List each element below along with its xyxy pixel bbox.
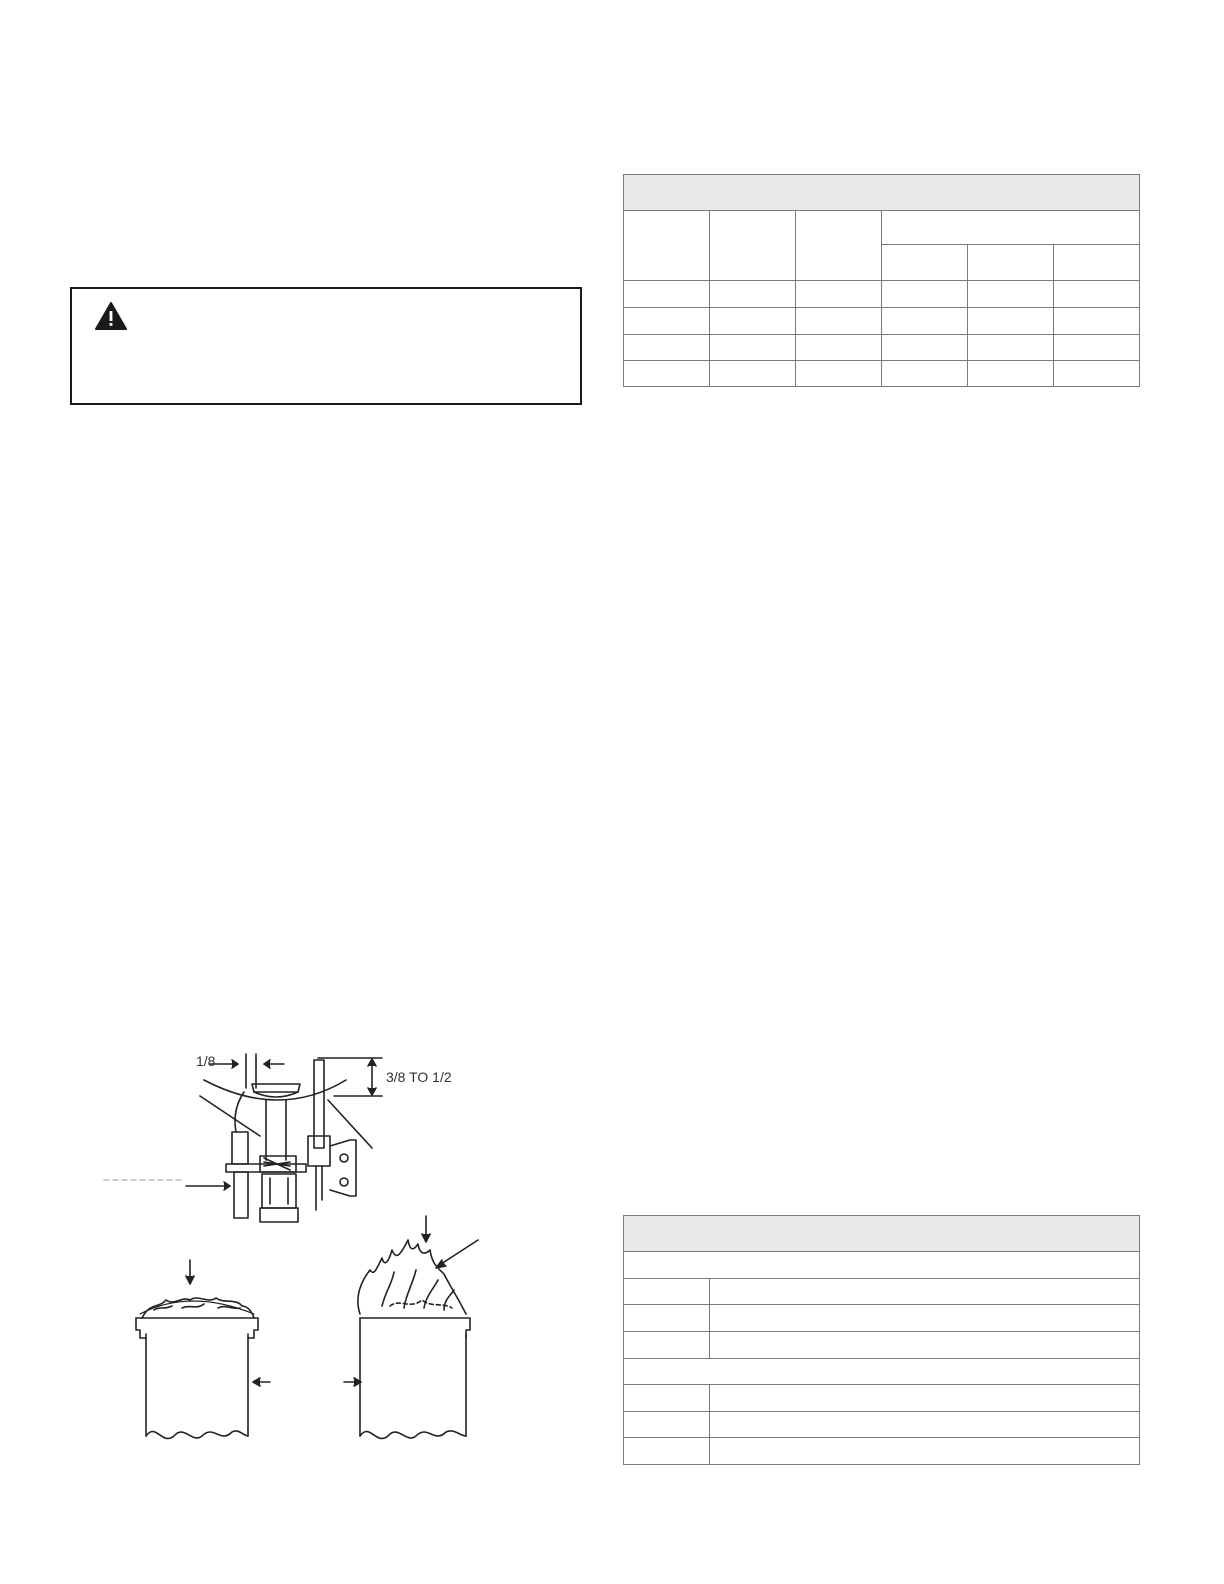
table-title-row xyxy=(624,1216,1140,1252)
orifice-table xyxy=(623,174,1140,387)
table-header-cell xyxy=(796,211,882,281)
gap-dimension-label: 1/8 xyxy=(196,1053,216,1069)
table-row xyxy=(624,1332,1140,1359)
table-section-row xyxy=(624,1359,1140,1385)
table-header-group xyxy=(882,211,1140,245)
table-subheader-cell xyxy=(1054,245,1140,281)
table-row xyxy=(624,1412,1140,1438)
flame-comparison-figure xyxy=(120,1210,480,1450)
table-row xyxy=(624,308,1140,335)
table-title-row xyxy=(624,175,1140,211)
table-header-cell xyxy=(710,211,796,281)
table-row xyxy=(624,1279,1140,1305)
table-subheader-cell xyxy=(968,245,1054,281)
table-section-row xyxy=(624,1252,1140,1279)
pilot-assembly-figure xyxy=(100,1040,480,1230)
table-row xyxy=(624,1438,1140,1465)
warning-box xyxy=(70,287,582,405)
table-row xyxy=(624,1385,1140,1412)
specification-table xyxy=(623,1215,1140,1465)
table-row xyxy=(624,361,1140,387)
table-header-cell xyxy=(624,211,710,281)
table-row xyxy=(624,281,1140,308)
height-dimension-label: 3/8 TO 1/2 xyxy=(386,1069,452,1085)
table-subheader-cell xyxy=(882,245,968,281)
warning-triangle-icon xyxy=(94,301,128,331)
table-row xyxy=(624,335,1140,361)
table-row xyxy=(624,1305,1140,1332)
